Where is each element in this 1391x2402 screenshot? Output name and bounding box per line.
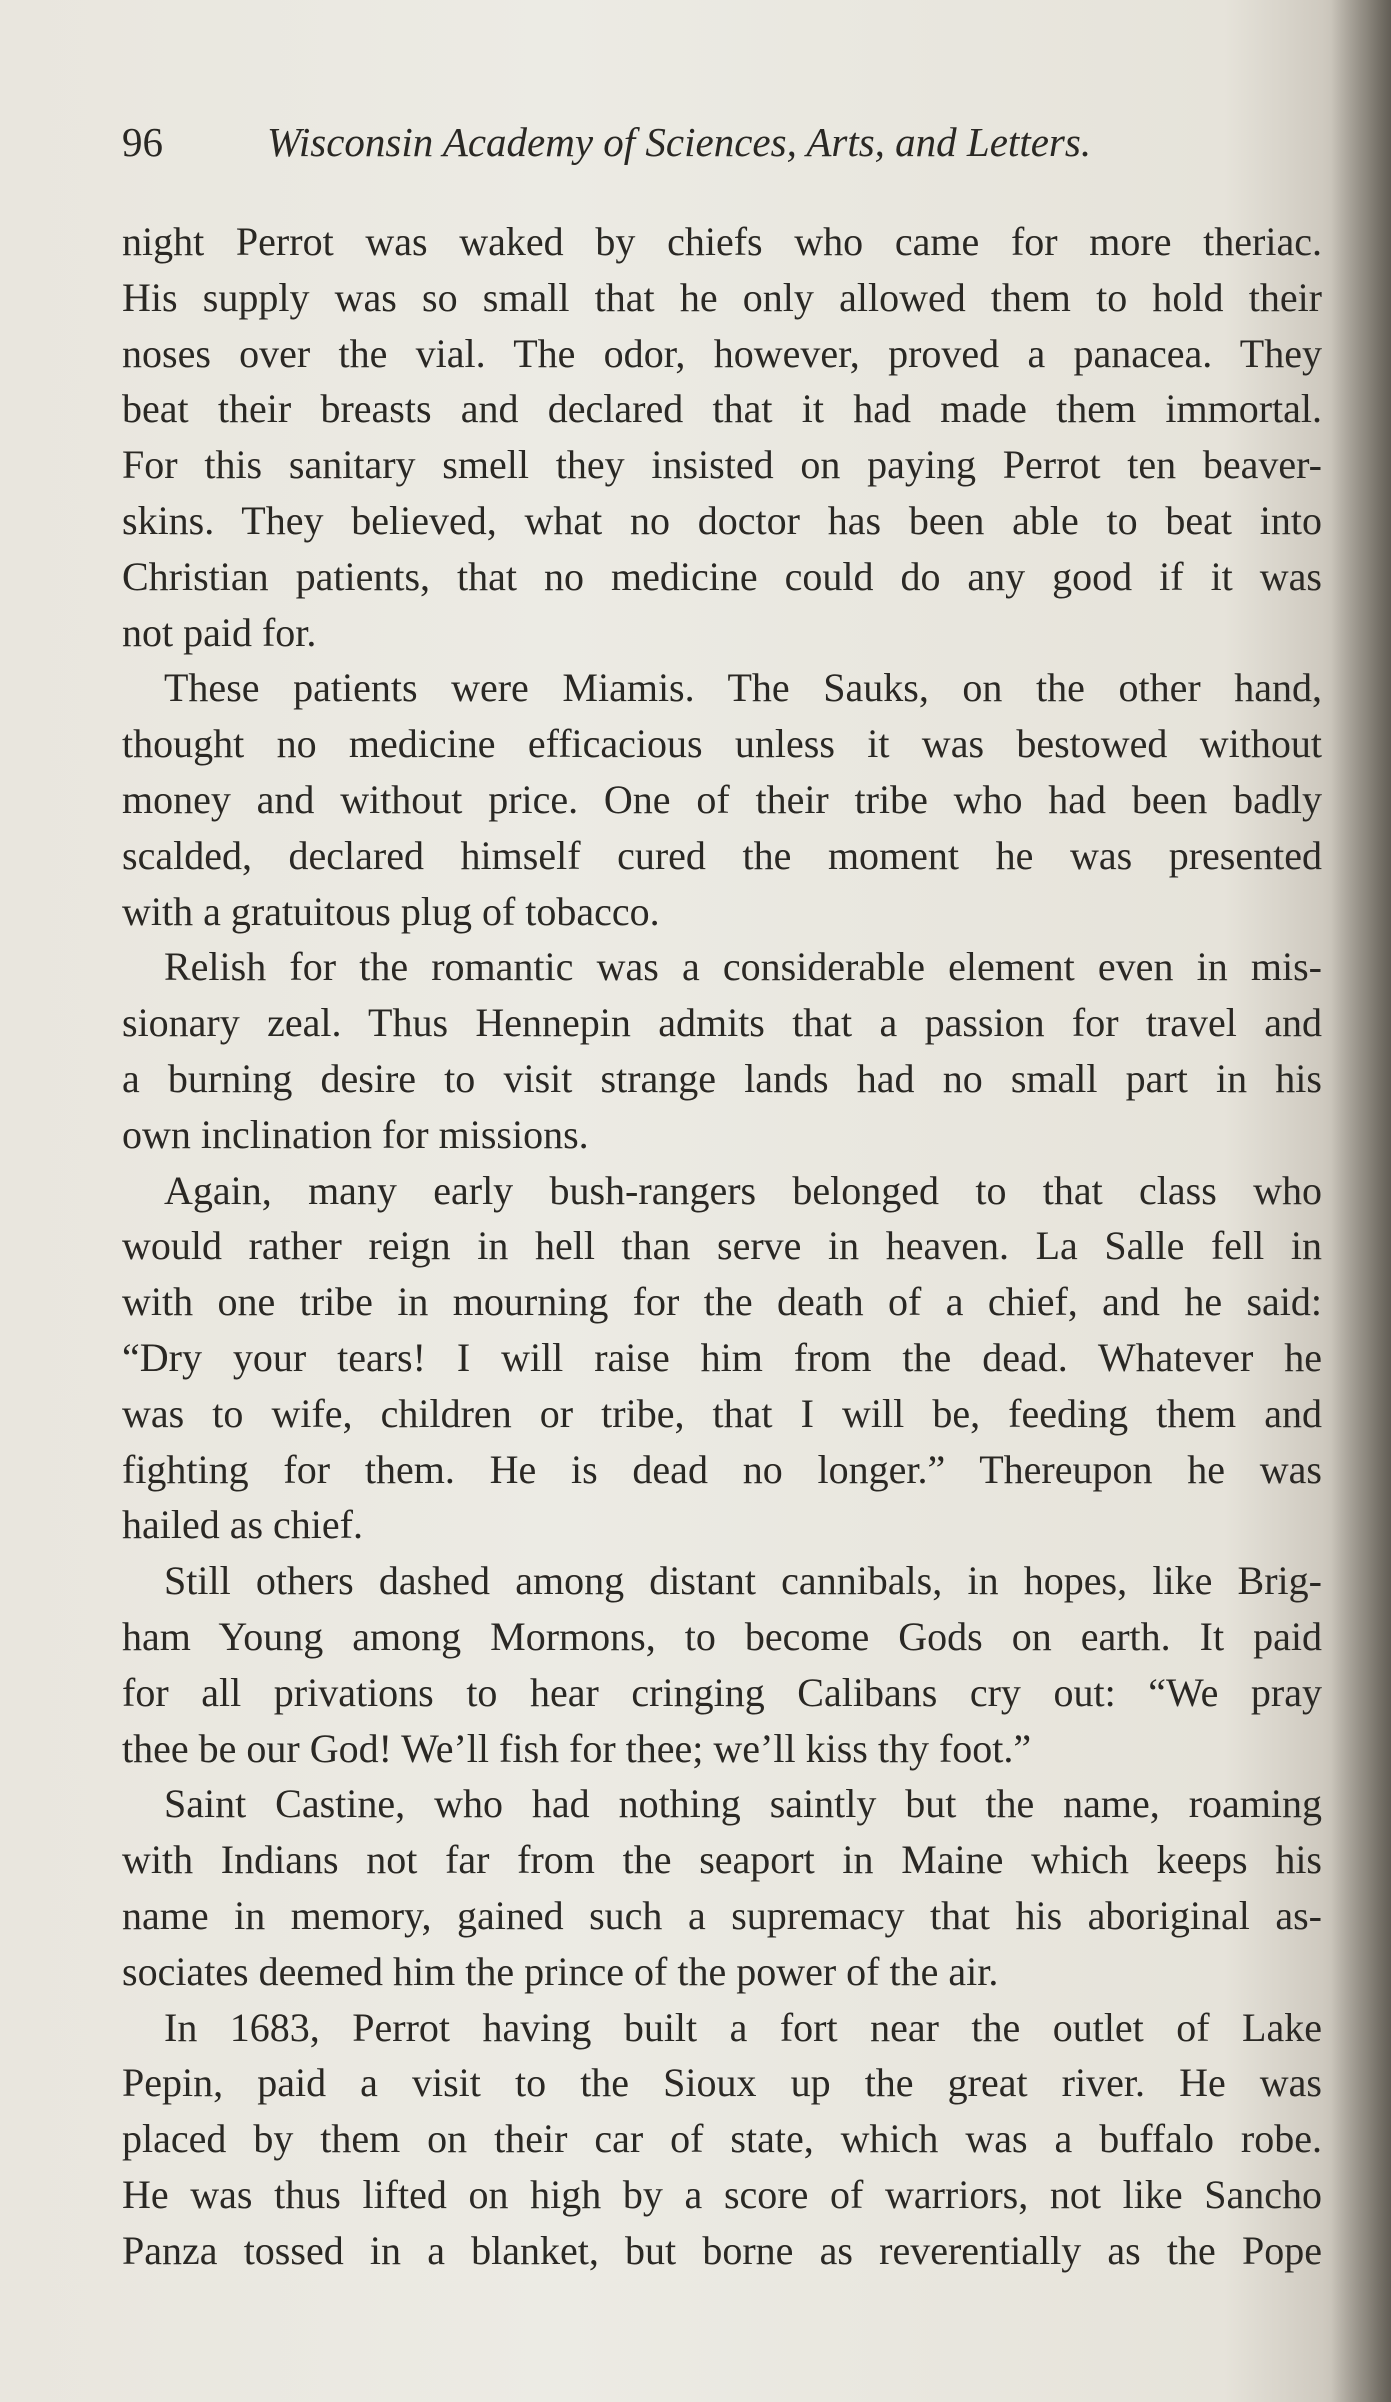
text-line: night Perrot was waked by chiefs who came for more theriac.: [122, 219, 1322, 264]
running-title: Wisconsin Academy of Sciences, Arts, and Letters.: [267, 119, 1092, 165]
text-line: sionary zeal. Thus Hennepin admits that a passion for travel and: [122, 1000, 1322, 1046]
text-line: Relish for the romantic was a considerable element even in mis-: [164, 944, 1322, 990]
text-line: Christian patients, that no medicine could do any good if it was: [122, 553, 1322, 599]
text-line: Again, many early bush-rangers belonged to that class who: [164, 1167, 1322, 1213]
text-line: fighting for them. He is dead no longer.” Thereupon he was: [122, 1446, 1322, 1492]
text-line: Panza tossed in a blanket, but borne as reverentially as the Pope: [122, 2227, 1322, 2273]
text-line: ham Young among Mormons, to become Gods on earth. It paid: [122, 1613, 1322, 1659]
text-line: He was thus lifted on high by a score of warriors, not like Sancho: [122, 2171, 1322, 2217]
text-line: Pepin, paid a visit to the Sioux up the great river. He was: [122, 2060, 1322, 2106]
text-line: placed by them on their car of state, which was a buffalo robe.: [122, 2116, 1322, 2162]
text-line: For this sanitary smell they insisted on paying Perrot ten beaver-: [122, 442, 1322, 488]
body-text: [122, 214, 1322, 2278]
text-line: not paid for.: [122, 609, 317, 655]
page-header: [122, 112, 1322, 172]
text-line: Still others dashed among distant cannibals, in hopes, like Brig-: [164, 1558, 1322, 1604]
text-line: His supply was so small that he only allowed them to hold their: [122, 274, 1322, 320]
text-line: In 1683, Perrot having built a fort near the outlet of Lake: [164, 2004, 1322, 2050]
text-line: own inclination for missions.: [122, 1111, 589, 1157]
text-line: beat their breasts and declared that it had made them immortal.: [122, 386, 1322, 432]
text-line: thought no medicine efficacious unless it was bestowed without: [122, 721, 1322, 767]
text-line: was to wife, children or tribe, that I will be, feeding them and: [122, 1390, 1322, 1436]
text-line: would rather reign in hell than serve in heaven. La Salle fell in: [122, 1223, 1322, 1269]
text-line: skins. They believed, what no doctor has been able to beat into: [122, 497, 1322, 543]
text-line: with one tribe in mourning for the death of a chief, and he said:: [122, 1279, 1322, 1325]
text-line: “Dry your tears! I will raise him from the dead. Whatever he: [122, 1334, 1322, 1380]
text-line: noses over the vial. The odor, however, proved a panacea. They: [122, 330, 1322, 376]
text-line: for all privations to hear cringing Calibans cry out: “We pray: [122, 1669, 1322, 1715]
text-line: with a gratuitous plug of tobacco.: [122, 888, 660, 934]
page-number: 96: [122, 119, 163, 165]
text-line: sociates deemed him the prince of the power of the air.: [122, 1948, 999, 1994]
text-line: with Indians not far from the seaport in Maine which keeps his: [122, 1837, 1322, 1883]
text-line: name in memory, gained such a supremacy that his aboriginal as-: [122, 1892, 1322, 1938]
text-line: hailed as chief.: [122, 1502, 363, 1548]
text-line: scalded, declared himself cured the moment he was presented: [122, 832, 1322, 878]
text-line: money and without price. One of their tribe who had been badly: [122, 776, 1322, 822]
text-line: a burning desire to visit strange lands had no small part in his: [122, 1055, 1322, 1101]
text-line: These patients were Miamis. The Sauks, on the other hand,: [164, 665, 1322, 711]
page-edge-shadow: [1331, 0, 1391, 2402]
text-line: thee be our God! We’ll fish for thee; we’ll kiss thy foot.”: [122, 1725, 1032, 1771]
text-line: Saint Castine, who had nothing saintly but the name, roaming: [164, 1781, 1322, 1827]
